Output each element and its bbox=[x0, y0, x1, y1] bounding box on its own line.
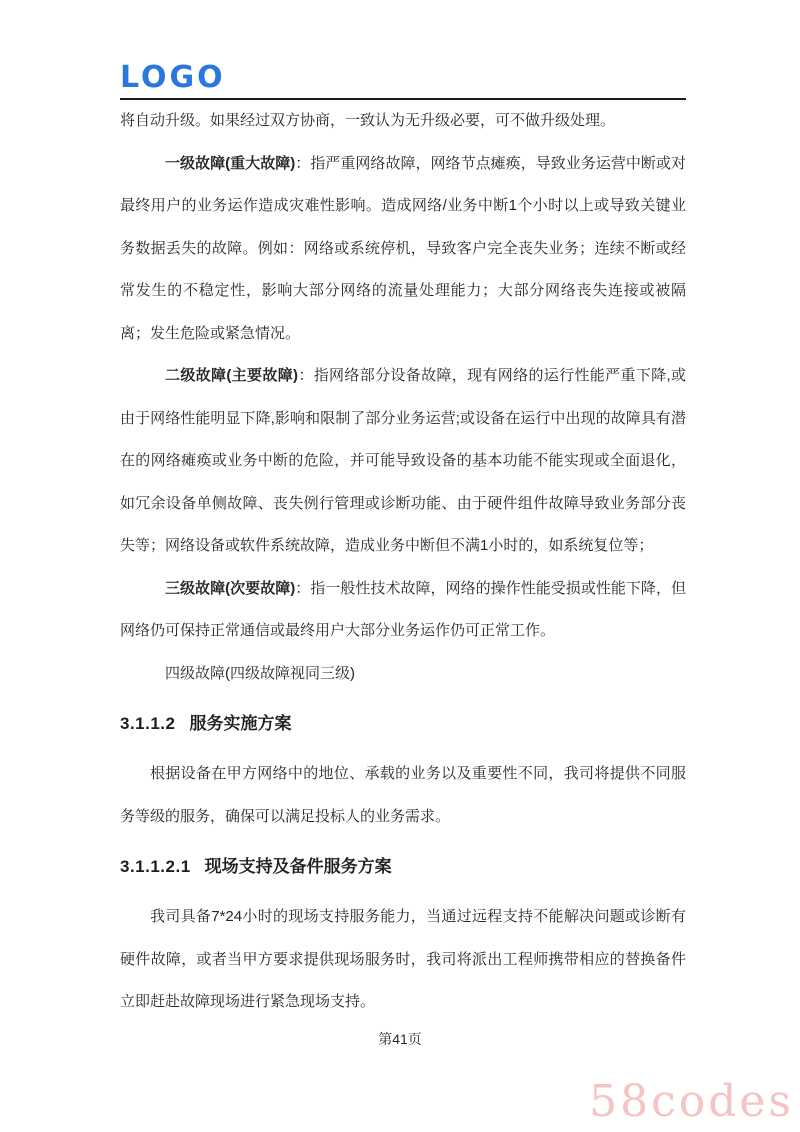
paragraph-fault-level-4: 四级故障(四级故障视同三级) bbox=[165, 664, 355, 682]
heading-title: 服务实施方案 bbox=[189, 714, 292, 733]
heading-title: 现场支持及备件服务方案 bbox=[204, 857, 392, 876]
heading-service-implementation-plan bbox=[120, 703, 686, 745]
fault-level-1-term: 一级故障(重大故障) bbox=[165, 154, 296, 172]
document-body bbox=[120, 100, 686, 1024]
page-footer bbox=[0, 1028, 800, 1050]
paragraph-fault-level-1 bbox=[120, 143, 686, 356]
fault-level-3-description: ：指一般性技术故障，网络的操作性能受损或性能下降，但网络仍可保持正常通信或最终用户大部分业务运作仍可正常工作。 bbox=[120, 579, 686, 639]
fault-level-2-term: 二级故障(主要故障) bbox=[165, 367, 299, 384]
page-number: 第41页 bbox=[378, 1031, 422, 1047]
company-logo: LOGO bbox=[120, 60, 226, 95]
watermark-text: 58codes bbox=[589, 1076, 794, 1127]
fault-level-3-term: 三级故障(次要故障) bbox=[165, 579, 296, 597]
paragraph-upgrade-note: 将自动升级。如果经过双方协商，一致认为无升级必要，可不做升级处理。 bbox=[120, 112, 616, 129]
heading-number: 3.1.1.2.1 bbox=[120, 857, 191, 876]
paragraph-service-levels: 根据设备在甲方网络中的地位、承载的业务以及重要性不同，我司将提供不同服务等级的服务，确保可以满足投标人的业务需求。 bbox=[120, 765, 686, 825]
paragraph-fault-level-3 bbox=[120, 568, 686, 653]
page-header bbox=[120, 0, 686, 100]
heading-number: 3.1.1.2 bbox=[120, 714, 176, 733]
heading-onsite-support-spares-plan bbox=[120, 846, 686, 888]
paragraph-fault-level-2 bbox=[120, 355, 686, 568]
fault-level-2-description: ：指网络部分设备故障，现有网络的运行性能严重下降,或由于网络性能明显下降,影响和限制了部分业务运营;或设备在运行中出现的故障具有潜在的网络瘫痪或业务中断的危险，并可能导致设备的基本功能不能实现或全面退化，如冗余设备单侧故障、丧失例行管理或诊断功能、由于硬件组件故障导致业务部分丧失等；网络设备或软件系统故障，造成业务中断但不满1小时的，如系统复位等； bbox=[120, 367, 687, 554]
fault-level-1-description: ：指严重网络故障，网络节点瘫痪，导致业务运营中断或对最终用户的业务运作造成灾难性影响。造成网络/业务中断1个小时以上或导致关键业务数据丢失的故障。例如：网络或系统停机，导致客户完全丧失业务；连续不断或经常发生的不稳定性，影响大部分网络的流量处理能力；大部分网络丧失连接或被隔离；发生危险或紧急情况。 bbox=[120, 154, 686, 342]
paragraph-onsite-support: 我司具备7*24小时的现场支持服务能力，当通过远程支持不能解决问题或诊断有硬件故障，或者当甲方要求提供现场服务时，我司将派出工程师携带相应的替换备件立即赶赴故障现场进行紧急现场支持。 bbox=[120, 908, 686, 1010]
